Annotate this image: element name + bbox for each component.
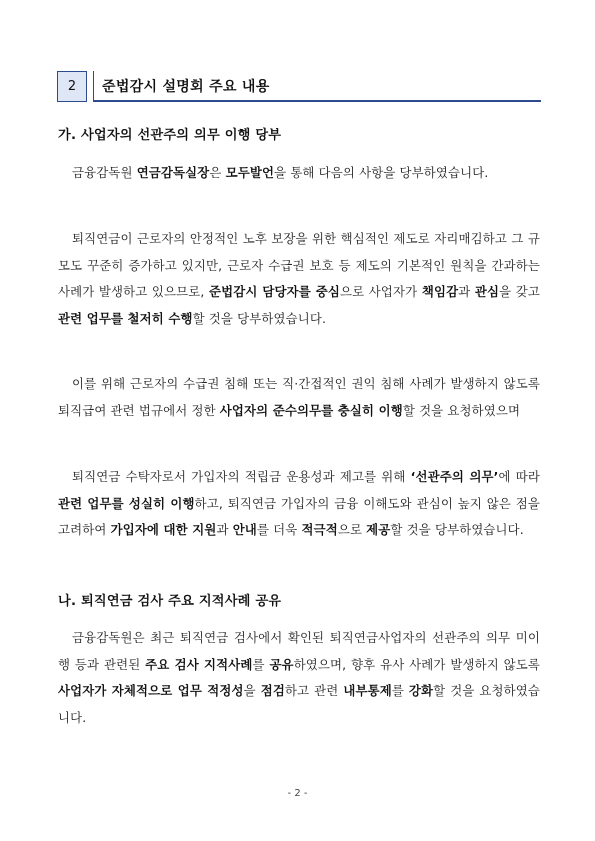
paragraph-a2 — [58, 226, 540, 332]
section-title-bar — [93, 71, 541, 102]
bold-text-run: 관련 업무를 철저히 수행 — [58, 310, 193, 326]
text-run: 할 것을 요청하였으며 — [402, 402, 521, 418]
bold-text-run: 관련 업무를 성실히 이행 — [58, 495, 195, 511]
text-run: 이를 위해 근로자의 수급권 침해 또는 직·간접적인 권익 침해 사례가 발생하지 않도록 퇴직급여 관련 법규에서 정한 — [58, 376, 540, 418]
text-run: 를 더욱 — [256, 522, 302, 537]
text-run: 를 — [391, 683, 409, 698]
text-run: 에 따라 — [498, 469, 540, 484]
section-title: 준법감시 설명회 주요 내용 — [102, 78, 270, 95]
text-run: 할 것을 당부하였습니다. — [390, 522, 524, 537]
bold-text-run: 강화 — [408, 683, 434, 698]
section-number: 2 — [67, 79, 77, 94]
bold-text-run: 제공 — [366, 522, 391, 537]
section-header — [57, 69, 541, 105]
bold-text-run: 연금감독실장 — [136, 165, 210, 180]
paragraph-b1 — [58, 625, 540, 731]
paragraph-a3 — [58, 371, 540, 424]
bold-text-run: 사업자가 자체적으로 업무 적정성 — [58, 683, 244, 698]
text-run: 과 — [216, 522, 233, 537]
text-run: 할 것을 당부하였습니다. — [192, 310, 327, 326]
text-run: 퇴직연금 수탁자로서 가입자의 적립금 운용성과 제고를 위해 — [72, 469, 411, 484]
text-run: 를 — [252, 656, 270, 672]
text-run: 으로 — [337, 522, 367, 537]
text-run: 하고, 퇴직연금 가입자의 금융 이해도와 관심이 높지 않은 점을 고려하여 — [58, 495, 540, 537]
bold-text-run: ‘선관주의 의무’ — [410, 469, 499, 484]
text-run: 으로 사업자가 — [340, 284, 422, 299]
bold-text-run: 모두발언 — [225, 165, 275, 180]
text-run: 할 것을 요청하였습니다. — [58, 683, 541, 725]
text-run: 하였으며, 향후 유사 사례가 발생하지 않도록 — [293, 656, 540, 672]
text-run: 을 통해 다음의 사항을 당부하였습니다. — [274, 165, 489, 180]
bold-text-run: 가입자에 대한 지원 — [110, 522, 217, 537]
text-run: 과 — [458, 284, 475, 299]
bold-text-run: 책임감 — [421, 284, 459, 299]
subsection-heading-a: 가. 사업자의 선관주의 의무 이행 당부 — [58, 128, 282, 143]
subsection-heading-b: 나. 퇴직연금 검사 주요 지적사례 공유 — [58, 594, 282, 609]
text-run: 을 — [243, 683, 261, 698]
section-number-box — [57, 71, 87, 102]
paragraph-a4 — [58, 464, 540, 544]
page-number: - 2 - — [287, 788, 308, 799]
text-run: 금융감독원 — [72, 165, 137, 180]
bold-text-run: 안내 — [232, 522, 257, 537]
bold-text-run: 관심 — [474, 284, 500, 299]
text-run: 은 — [209, 165, 226, 180]
bold-text-run: 공유 — [269, 656, 294, 672]
bold-text-run: 준법감시 담당자를 중심 — [209, 284, 341, 299]
text-run: 을 갖고 — [499, 284, 540, 299]
paragraph-a1 — [58, 160, 540, 187]
bold-text-run: 사업자의 준수의무를 충실히 이행 — [219, 402, 403, 418]
text-run: 하고 관련 — [284, 683, 344, 698]
text-run: 금융감독원은 최근 퇴직연금 검사에서 확인된 퇴직연금사업자의 선관주의 의무 미이행 등과 관련된 — [58, 630, 540, 672]
bold-text-run: 주요 검사 지적사례 — [145, 656, 253, 672]
bold-text-run: 내부통제 — [343, 683, 392, 698]
text-run: 퇴직연금이 근로자의 안정적인 노후 보장을 위한 핵심적인 제도로 자리매김하고 그 규모도 꾸준히 증가하고 있지만, 근로자 수급권 보호 등 제도의 기본적인 원칙을 간과하는 사례가 발생하고 있으므로, — [58, 231, 540, 299]
bold-text-run: 점검 — [260, 683, 285, 698]
bold-text-run: 적극적 — [301, 522, 338, 537]
